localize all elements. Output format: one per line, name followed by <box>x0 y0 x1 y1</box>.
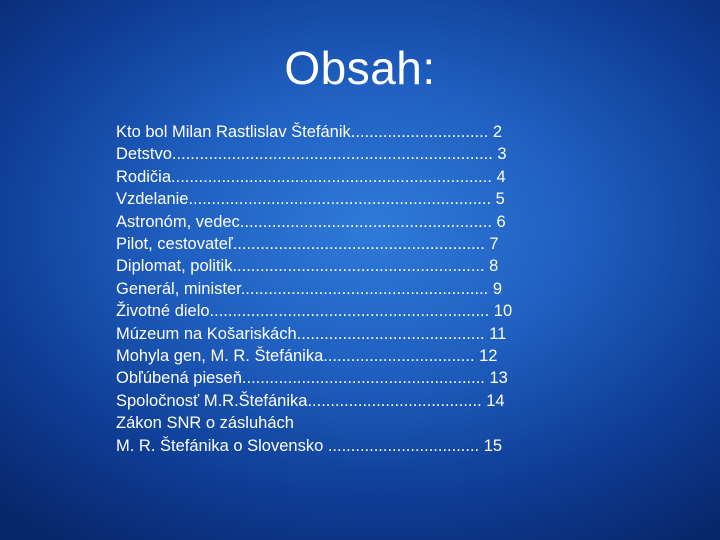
toc-entry: Kto bol Milan Rastlislav Štefánik.............................. 2 <box>116 123 503 141</box>
toc-entry: Zákon SNR o zásluhách <box>116 414 294 433</box>
toc-entry: Diplomat, politik....................................................... 8 <box>116 257 499 276</box>
toc-entry: Astronóm, vedec....................................................... 6 <box>116 212 506 231</box>
toc-entry: M. R. Štefánika o Slovensko ................................. 15 <box>116 436 503 455</box>
toc-entry: Pilot, cestovateľ....................................................... 7 <box>116 235 499 254</box>
toc-entry: Spoločnosť M.R.Štefánika...................................... 14 <box>116 391 505 410</box>
toc-entry: Životné dielo............................................................. 10 <box>116 302 513 321</box>
toc-entry: Mohyla gen, M. R. Štefánika................................. 12 <box>116 347 498 366</box>
toc-entry: Detstvo...................................................................... 3 <box>116 145 507 164</box>
toc-entry: Generál, minister...................................................... 9 <box>116 279 503 298</box>
toc-entry: Múzeum na Košariskách......................................... 11 <box>116 324 507 343</box>
table-of-contents <box>116 121 512 457</box>
toc-entry: Rodičia...................................................................... 4 <box>116 167 506 186</box>
slide-title: Obsah: <box>284 42 436 94</box>
toc-entry: Vzdelanie.................................................................. 5 <box>116 190 505 209</box>
toc-entry: Obľúbená pieseň..................................................... 13 <box>116 369 508 388</box>
